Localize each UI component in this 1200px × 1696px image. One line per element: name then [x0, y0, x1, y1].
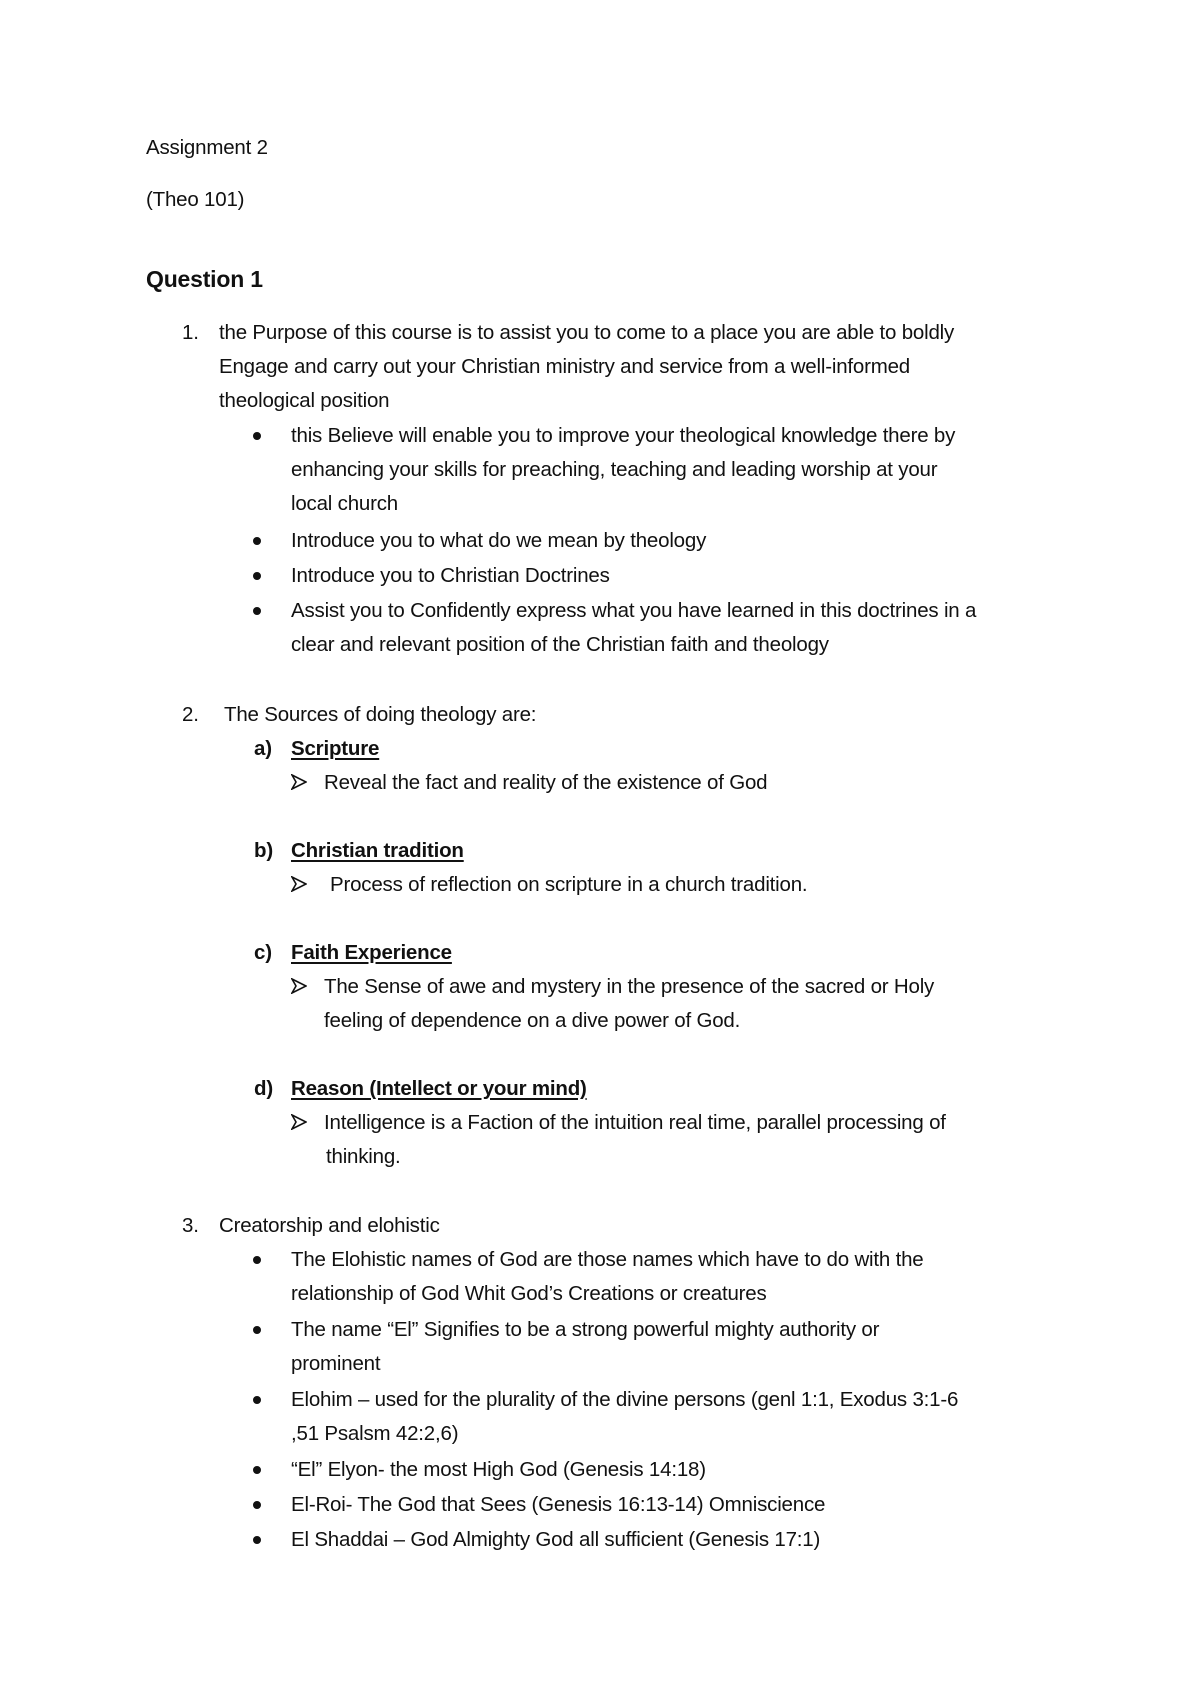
item1-bullet-1-line-3: local church [291, 492, 398, 515]
item3-bullet-4: “El” Elyon- the most High God (Genesis 14:18) [291, 1458, 706, 1481]
course-code: (Theo 101) [146, 188, 245, 211]
bullet-icon [253, 572, 261, 580]
item1-bullet-1-line-2: enhancing your skills for preaching, teaching and leading worship at your [291, 458, 938, 481]
source-a-point: Reveal the fact and reality of the existence of God [324, 771, 768, 794]
assignment-title: Assignment 2 [146, 136, 268, 159]
bullet-icon [253, 1466, 261, 1474]
source-a-title: Scripture [291, 737, 380, 760]
item3-bullet-6: El Shaddai – God Almighty God all sufficient (Genesis 17:1) [291, 1528, 821, 1551]
item1-bullet-3: Introduce you to Christian Doctrines [291, 564, 610, 587]
bullet-icon [253, 1501, 261, 1509]
bullet-icon [253, 432, 261, 440]
bullet-icon [253, 607, 261, 615]
item3-bullet-1-line-2: relationship of God Whit God’s Creations or creatures [291, 1282, 767, 1305]
item3-text: Creatorship and elohistic [219, 1214, 440, 1237]
bullet-icon [253, 1256, 261, 1264]
item2-text: The Sources of doing theology are: [224, 703, 537, 726]
arrow-bullet-icon [291, 876, 307, 892]
source-d-point-line-1: Intelligence is a Faction of the intuition real time, parallel processing of [324, 1111, 946, 1134]
bullet-icon [253, 1326, 261, 1334]
item3-bullet-3-line-1: Elohim – used for the plurality of the divine persons (genl 1:1, Exodus 3:1-6 [291, 1388, 959, 1411]
item1-number: 1. [182, 321, 199, 344]
item1-bullet-4-line-1: Assist you to Confidently express what you have learned in this doctrines in a [291, 599, 977, 622]
source-c-title: Faith Experience [291, 941, 452, 964]
arrow-bullet-icon [291, 774, 307, 790]
item2-number: 2. [182, 703, 199, 726]
item3-bullet-3-line-2: ,51 Psalsm 42:2,6) [291, 1422, 459, 1445]
item3-number: 3. [182, 1214, 199, 1237]
item3-bullet-2-line-1: The name “El” Signifies to be a strong powerful mighty authority or [291, 1318, 880, 1341]
source-a-letter: a) [254, 737, 272, 760]
source-d-title: Reason (Intellect or your mind) [291, 1077, 587, 1100]
item1-line-1: the Purpose of this course is to assist you to come to a place you are able to boldly [219, 321, 955, 344]
item1-bullet-1-line-1: this Believe will enable you to improve your theological knowledge there by [291, 424, 956, 447]
item1-line-3: theological position [219, 389, 390, 412]
source-b-letter: b) [254, 839, 273, 862]
item1-bullet-2: Introduce you to what do we mean by theology [291, 529, 707, 552]
source-c-point-line-2: feeling of dependence on a dive power of God. [324, 1009, 741, 1032]
bullet-icon [253, 1396, 261, 1404]
question-heading: Question 1 [146, 266, 263, 292]
source-c-point-line-1: The Sense of awe and mystery in the presence of the sacred or Holy [324, 975, 935, 998]
item3-bullet-1-line-1: The Elohistic names of God are those names which have to do with the [291, 1248, 924, 1271]
source-d-point-line-2: thinking. [326, 1145, 401, 1168]
bullet-icon [253, 1536, 261, 1544]
arrow-bullet-icon [291, 1114, 307, 1130]
item3-bullet-2-line-2: prominent [291, 1352, 381, 1375]
item1-line-2: Engage and carry out your Christian ministry and service from a well-informed [219, 355, 910, 378]
source-b-point: Process of reflection on scripture in a church tradition. [330, 873, 808, 896]
item1-bullet-4-line-2: clear and relevant position of the Christian faith and theology [291, 633, 829, 656]
source-c-letter: c) [254, 941, 272, 964]
item3-bullet-5: El-Roi- The God that Sees (Genesis 16:13-14) Omniscience [291, 1493, 826, 1516]
bullet-icon [253, 537, 261, 545]
source-d-letter: d) [254, 1077, 273, 1100]
arrow-bullet-icon [291, 978, 307, 994]
source-b-title: Christian tradition [291, 839, 464, 862]
